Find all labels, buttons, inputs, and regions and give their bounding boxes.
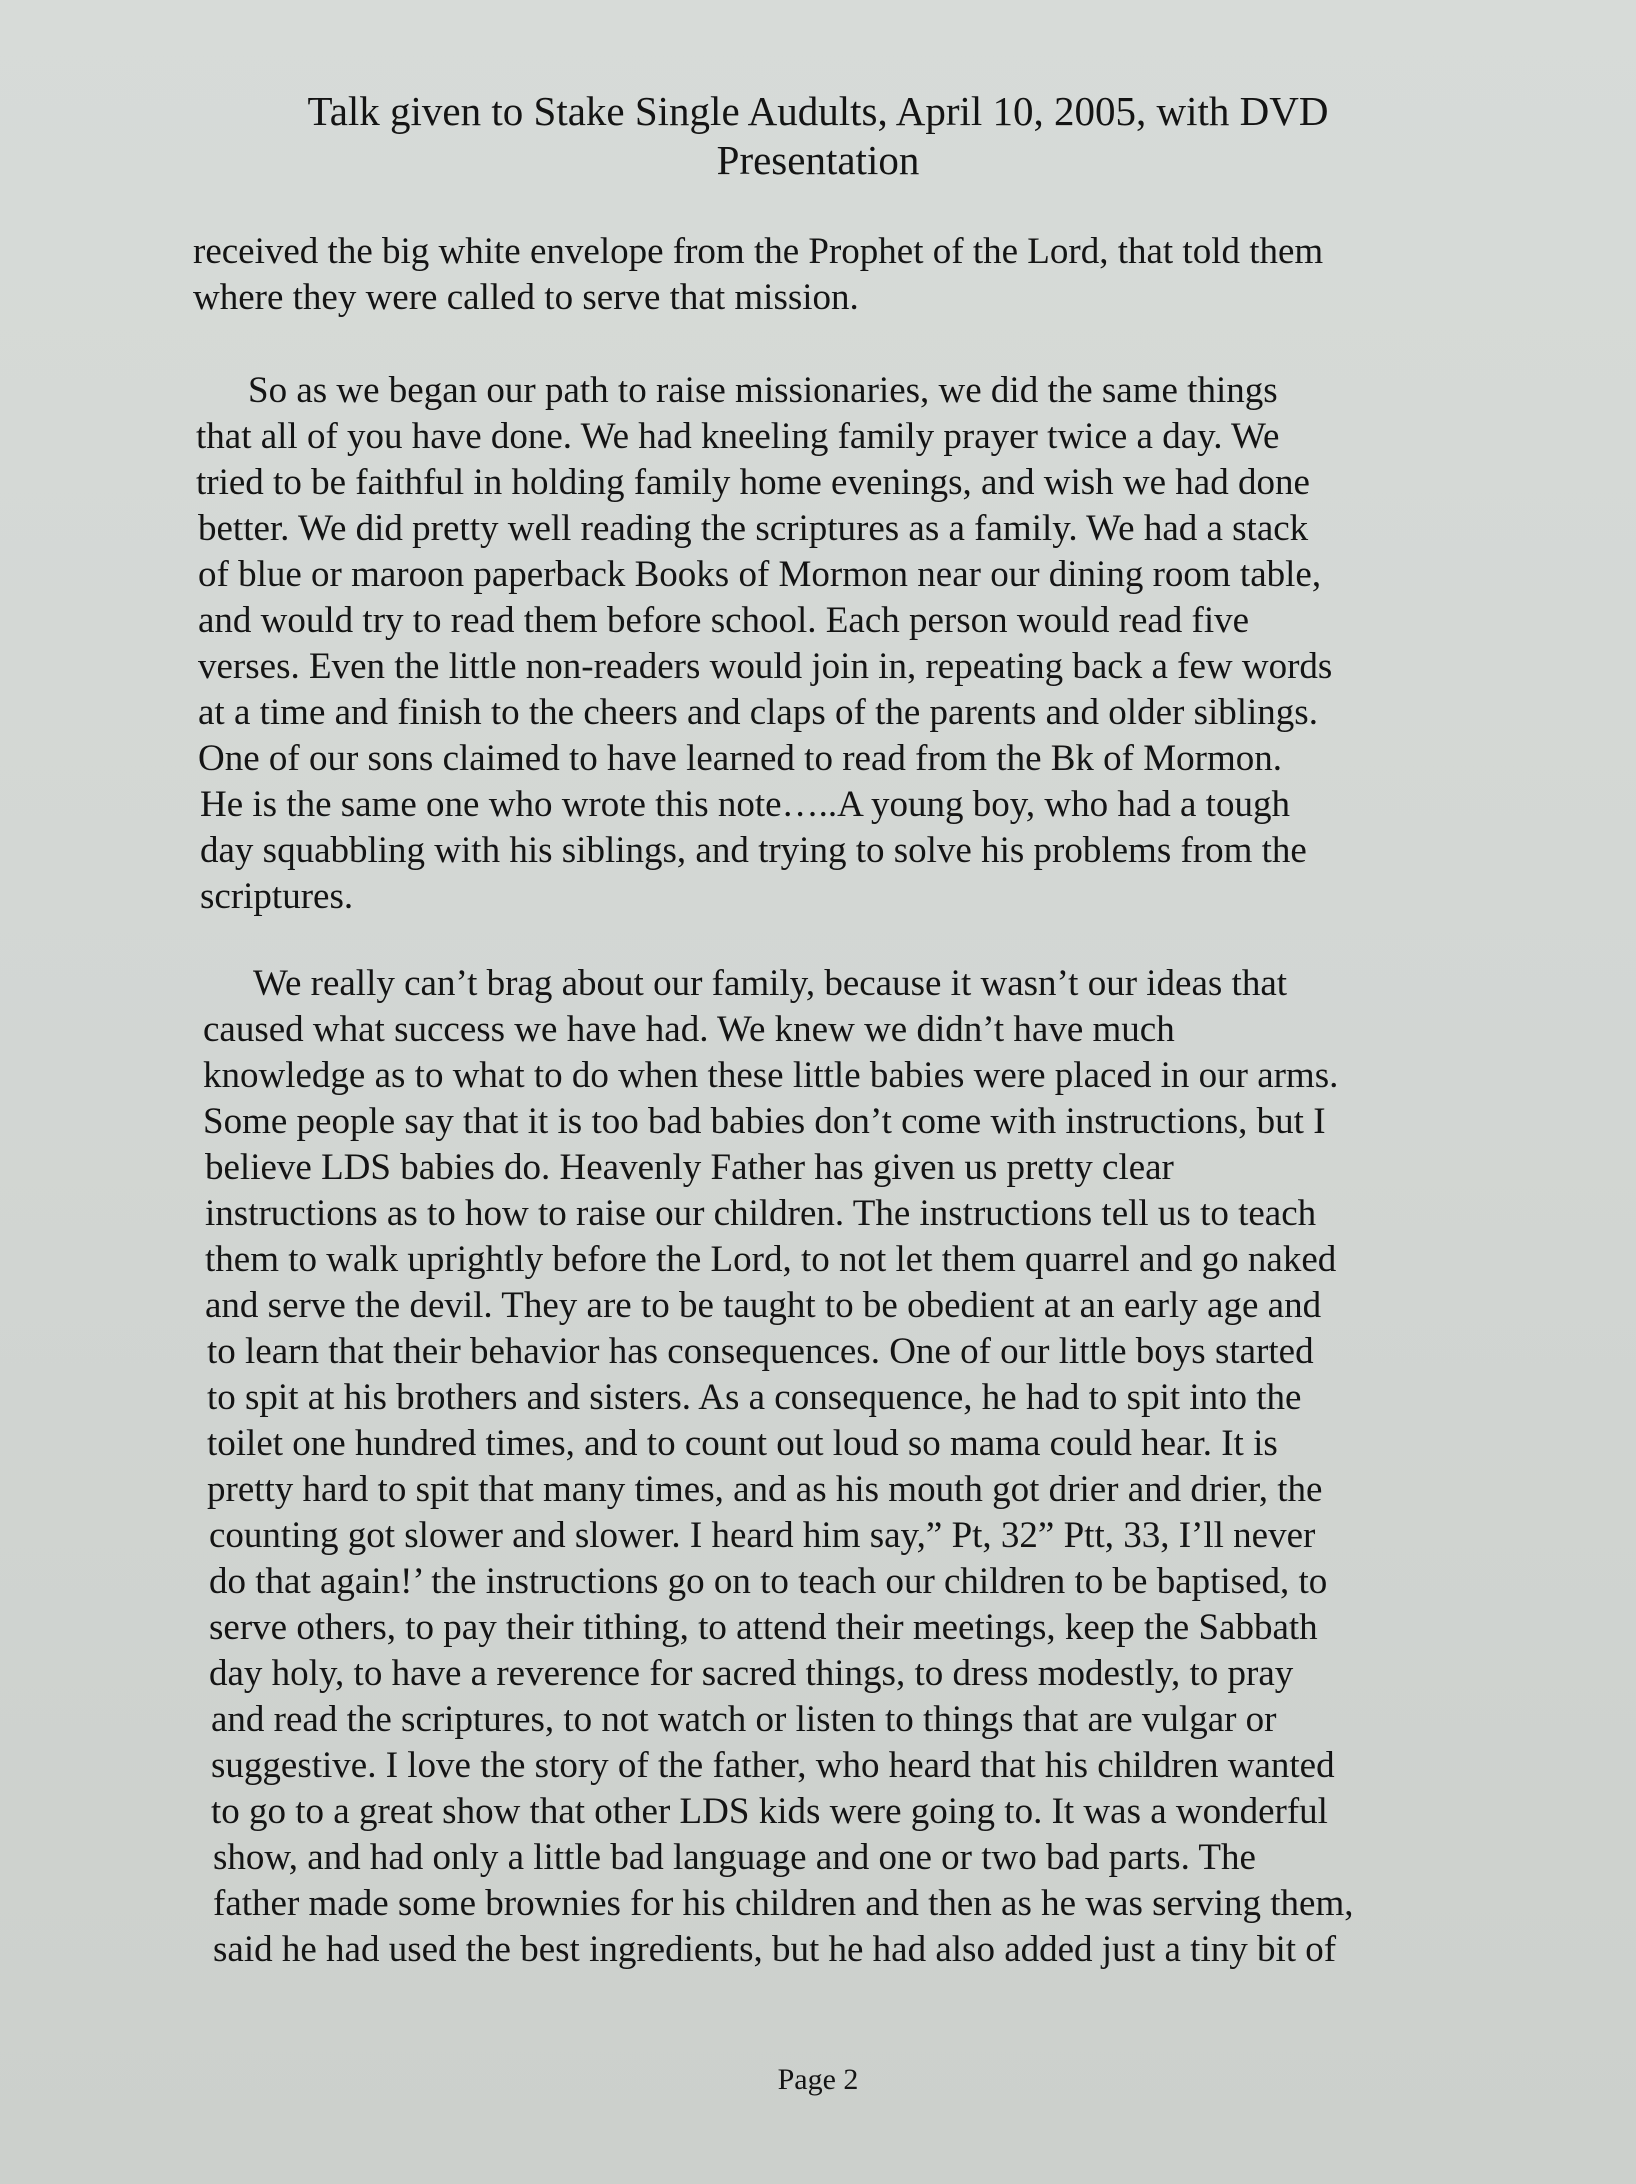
text-line: received the big white envelope from the Prophet of the Lord, that told them — [193, 231, 1324, 272]
text-line: do that again!’ the instructions go on to teach our children to be baptised, to — [209, 1561, 1328, 1602]
text-line: So as we began our path to raise missionaries, we did the same things — [248, 370, 1278, 411]
text-line: suggestive. I love the story of the father, who heard that his children wanted — [211, 1745, 1335, 1786]
text-line: of blue or maroon paperback Books of Mormon near our dining room table, — [198, 554, 1322, 595]
text-line: father made some brownies for his children and then as he was serving them, — [213, 1883, 1354, 1924]
text-line: that all of you have done. We had kneeling family prayer twice a day. We — [196, 416, 1280, 457]
text-line: instructions as to how to raise our children. The instructions tell us to teach — [205, 1193, 1317, 1234]
text-line: tried to be faithful in holding family home evenings, and wish we had done — [196, 462, 1310, 503]
text-line: to learn that their behavior has consequences. One of our little boys started — [207, 1331, 1314, 1372]
text-line: counting got slower and slower. I heard him say,” Pt, 32” Ptt, 33, I’ll never — [209, 1515, 1316, 1556]
text-line: show, and had only a little bad language and one or two bad parts. The — [213, 1837, 1256, 1878]
text-line: verses. Even the little non-readers would join in, repeating back a few words — [198, 646, 1333, 687]
text-line: One of our sons claimed to have learned to read from the Bk of Mormon. — [198, 738, 1283, 779]
text-line: and serve the devil. They are to be taught to be obedient at an early age and — [205, 1285, 1322, 1326]
document-title-continued: Presentation — [716, 137, 920, 183]
text-line: better. We did pretty well reading the scriptures as a family. We had a stack — [198, 508, 1309, 549]
text-line: We really can’t brag about our family, because it wasn’t our ideas that — [253, 963, 1288, 1004]
text-line: day squabbling with his siblings, and trying to solve his problems from the — [200, 830, 1307, 871]
text-line: at a time and finish to the cheers and claps of the parents and older siblings. — [198, 692, 1318, 733]
text-line: caused what success we have had. We knew we didn’t have much — [203, 1009, 1175, 1050]
text-line: them to walk uprightly before the Lord, to not let them quarrel and go naked — [205, 1239, 1337, 1280]
text-line: knowledge as to what to do when these little babies were placed in our arms. — [203, 1055, 1339, 1096]
text-line: said he had used the best ingredients, but he had also added just a tiny bit of — [213, 1929, 1337, 1970]
text-line: to spit at his brothers and sisters. As a consequence, he had to spit into the — [207, 1377, 1302, 1418]
page-number: Page 2 — [777, 2063, 859, 2096]
text-line: toilet one hundred times, and to count out loud so mama could hear. It is — [207, 1423, 1278, 1464]
text-line: He is the same one who wrote this note…..A young boy, who had a tough — [200, 784, 1290, 825]
text-line: scriptures. — [200, 876, 354, 917]
text-line: to go to a great show that other LDS kids were going to. It was a wonderful — [211, 1791, 1328, 1832]
text-line: and would try to read them before school. Each person would read five — [198, 600, 1250, 641]
text-line: and read the scriptures, to not watch or listen to things that are vulgar or — [211, 1699, 1277, 1740]
text-line: where they were called to serve that mission. — [193, 277, 859, 318]
text-line: believe LDS babies do. Heavenly Father has given us pretty clear — [205, 1147, 1174, 1188]
text-line: day holy, to have a reverence for sacred things, to dress modestly, to pray — [209, 1653, 1294, 1694]
text-line: Some people say that it is too bad babies don’t come with instructions, but I — [203, 1101, 1326, 1142]
document-title: Talk given to Stake Single Audults, April 10, 2005, with DVD — [307, 88, 1329, 134]
text-line: pretty hard to spit that many times, and as his mouth got drier and drier, the — [207, 1469, 1323, 1510]
text-line: serve others, to pay their tithing, to attend their meetings, keep the Sabbath — [209, 1607, 1318, 1648]
